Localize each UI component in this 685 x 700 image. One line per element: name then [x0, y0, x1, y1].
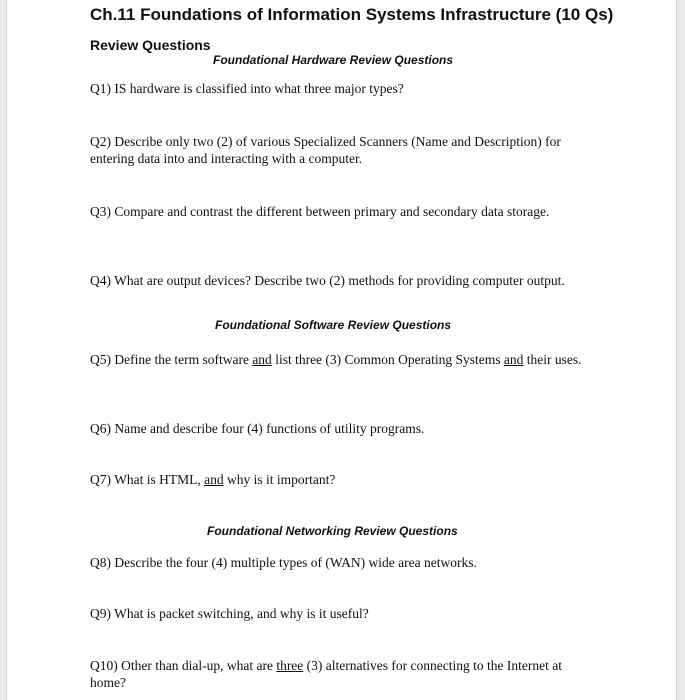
question-q4: Q4) What are output devices? Describe two (2) methods for providing computer output.: [90, 273, 565, 288]
q5-text-3: their uses.: [523, 352, 582, 367]
question-q10: [90, 657, 585, 691]
q5-text-1: Q5) Define the term software: [90, 352, 253, 367]
question-q6: Q6) Name and describe four (4) functions of utility programs.: [90, 421, 425, 436]
q10-text-2: (3) alternatives for connecting to the Internet at home?: [90, 658, 562, 690]
question-q8: Q8) Describe the four (4) multiple types of (WAN) wide area networks.: [90, 555, 477, 570]
question-q2: Q2) Describe only two (2) of various Specialized Scanners (Name and Description) for entering data into and interacting with a computer.: [90, 134, 561, 166]
section-heading-software: Foundational Software Review Questions: [215, 318, 452, 332]
q7-text-1: Q7) What is HTML,: [90, 472, 205, 487]
page-title: Ch.11 Foundations of Information Systems Infrastructure (10 Qs): [90, 5, 614, 24]
question-q1: Q1) IS hardware is classified into what three major types?: [90, 81, 404, 96]
section-heading-networking: Foundational Networking Review Questions: [207, 524, 458, 538]
review-heading: Review Questions: [90, 37, 211, 53]
q7-and-underlined: and: [204, 472, 224, 487]
q5-and-underlined-1: and: [252, 352, 272, 367]
question-q7: [90, 471, 585, 488]
q5-and-underlined-2: and: [503, 352, 524, 367]
q10-text-1: Q10) Other than dial-up, what are: [90, 658, 277, 673]
question-q5: [90, 351, 585, 368]
q5-text-2: list three (3) Common Operating Systems: [271, 352, 504, 367]
section-heading-hardware: Foundational Hardware Review Questions: [213, 53, 454, 67]
question-q9: Q9) What is packet switching, and why is it useful?: [90, 606, 369, 621]
q7-text-2: why is it important?: [223, 472, 336, 487]
question-q3: Q3) Compare and contrast the different between primary and secondary data storage.: [90, 204, 550, 219]
q10-three-underlined: three: [276, 658, 304, 673]
